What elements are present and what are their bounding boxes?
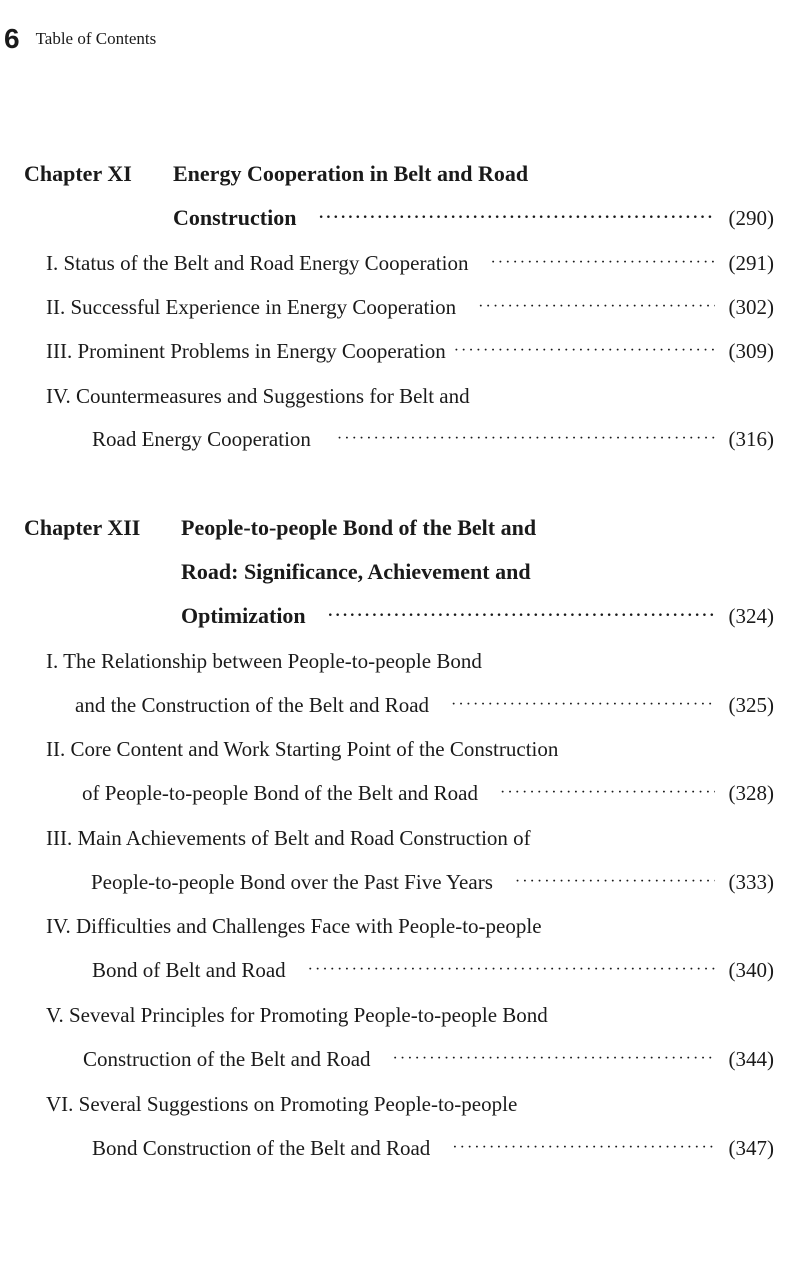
section-title: VI. Several Suggestions on Promoting People-to-people [46, 1092, 518, 1116]
section-title: I. The Relationship between People-to-people Bond [46, 649, 482, 673]
dot-leader [337, 424, 715, 454]
toc-entry-line[interactable] [92, 424, 774, 454]
toc-entry-line[interactable] [46, 734, 774, 764]
page-reference: (324) [728, 604, 774, 628]
page-reference: (347) [728, 1136, 774, 1160]
section-title: I. Status of the Belt and Road Energy Cooperation [46, 251, 469, 275]
section-title: III. Main Achievements of Belt and Road Construction of [46, 826, 531, 850]
page-number: 6 [4, 23, 20, 54]
chapter-title-text: People-to-people Bond of the Belt and [181, 515, 537, 540]
dot-leader [328, 601, 715, 631]
toc-entry-line[interactable] [82, 778, 774, 808]
dot-leader [308, 955, 715, 985]
toc-entry-line[interactable] [46, 823, 774, 853]
chapter-title-line[interactable] [173, 159, 774, 189]
page-reference: (325) [728, 693, 774, 717]
dot-leader [454, 336, 715, 366]
toc-entry-line[interactable] [46, 646, 774, 676]
chapter-title-entry[interactable] [181, 601, 774, 631]
toc-entry-line[interactable] [92, 955, 774, 985]
section-title: III. Prominent Problems in Energy Cooperation [46, 339, 446, 363]
section-title: II. Core Content and Work Starting Point of the Construction [46, 737, 559, 761]
dot-leader [318, 203, 714, 233]
section-title: of People-to-people Bond of the Belt and Road [82, 781, 478, 805]
chapter-label: Chapter XII [24, 515, 141, 540]
toc-entry-line[interactable] [46, 911, 774, 941]
chapter-title-text: Construction [173, 205, 297, 230]
page-reference: (309) [728, 339, 774, 363]
dot-leader [393, 1044, 715, 1074]
chapter-title-text: Energy Cooperation in Belt and Road [173, 161, 529, 186]
dot-leader [500, 778, 715, 808]
toc-entry-line[interactable] [46, 1089, 774, 1119]
page-reference: (344) [728, 1047, 774, 1071]
section-title: IV. Countermeasures and Suggestions for Belt and [46, 384, 470, 408]
chapter-title-line[interactable] [181, 513, 774, 543]
dot-leader [478, 292, 714, 322]
page-reference: (291) [728, 251, 774, 275]
toc-entry-line[interactable] [92, 1133, 774, 1163]
section-title: Road Energy Cooperation [92, 427, 311, 451]
dot-leader [452, 1133, 714, 1163]
toc-entry-line[interactable] [46, 248, 774, 278]
chapter-title-text: Optimization [181, 603, 306, 628]
chapter-title-line[interactable] [181, 557, 774, 587]
running-head [4, 22, 156, 56]
toc-entry-line[interactable] [46, 292, 774, 322]
section-title: II. Successful Experience in Energy Cooperation [46, 295, 457, 319]
section-title: Construction of the Belt and Road [83, 1047, 371, 1071]
section-title: Bond of Belt and Road [92, 958, 286, 982]
page-reference: (290) [728, 206, 774, 230]
section-title: People-to-people Bond over the Past Five Years [91, 870, 493, 894]
dot-leader [490, 248, 714, 278]
running-title: Table of Contents [35, 29, 157, 48]
toc-entry-line[interactable] [46, 381, 774, 411]
chapter-label: Chapter XI [24, 161, 132, 186]
toc-entry-line[interactable] [75, 690, 774, 720]
page-reference: (302) [728, 295, 774, 319]
section-title: and the Construction of the Belt and Road [75, 693, 430, 717]
page-reference: (333) [728, 870, 774, 894]
section-title: V. Seveval Principles for Promoting People-to-people Bond [46, 1003, 548, 1027]
page-reference: (340) [728, 958, 774, 982]
section-title: IV. Difficulties and Challenges Face with People-to-people [46, 914, 542, 938]
toc-entry-line[interactable] [46, 336, 774, 366]
page-reference: (316) [728, 427, 774, 451]
chapter-title-text: Road: Significance, Achievement and [181, 559, 531, 584]
toc-entry-line[interactable] [91, 867, 774, 897]
section-title: Bond Construction of the Belt and Road [92, 1136, 431, 1160]
toc-entry-line[interactable] [83, 1044, 774, 1074]
page-reference: (328) [728, 781, 774, 805]
dot-leader [515, 867, 715, 897]
dot-leader [451, 690, 714, 720]
toc-entry-line[interactable] [46, 1000, 774, 1030]
chapter-title-entry[interactable] [173, 203, 774, 233]
